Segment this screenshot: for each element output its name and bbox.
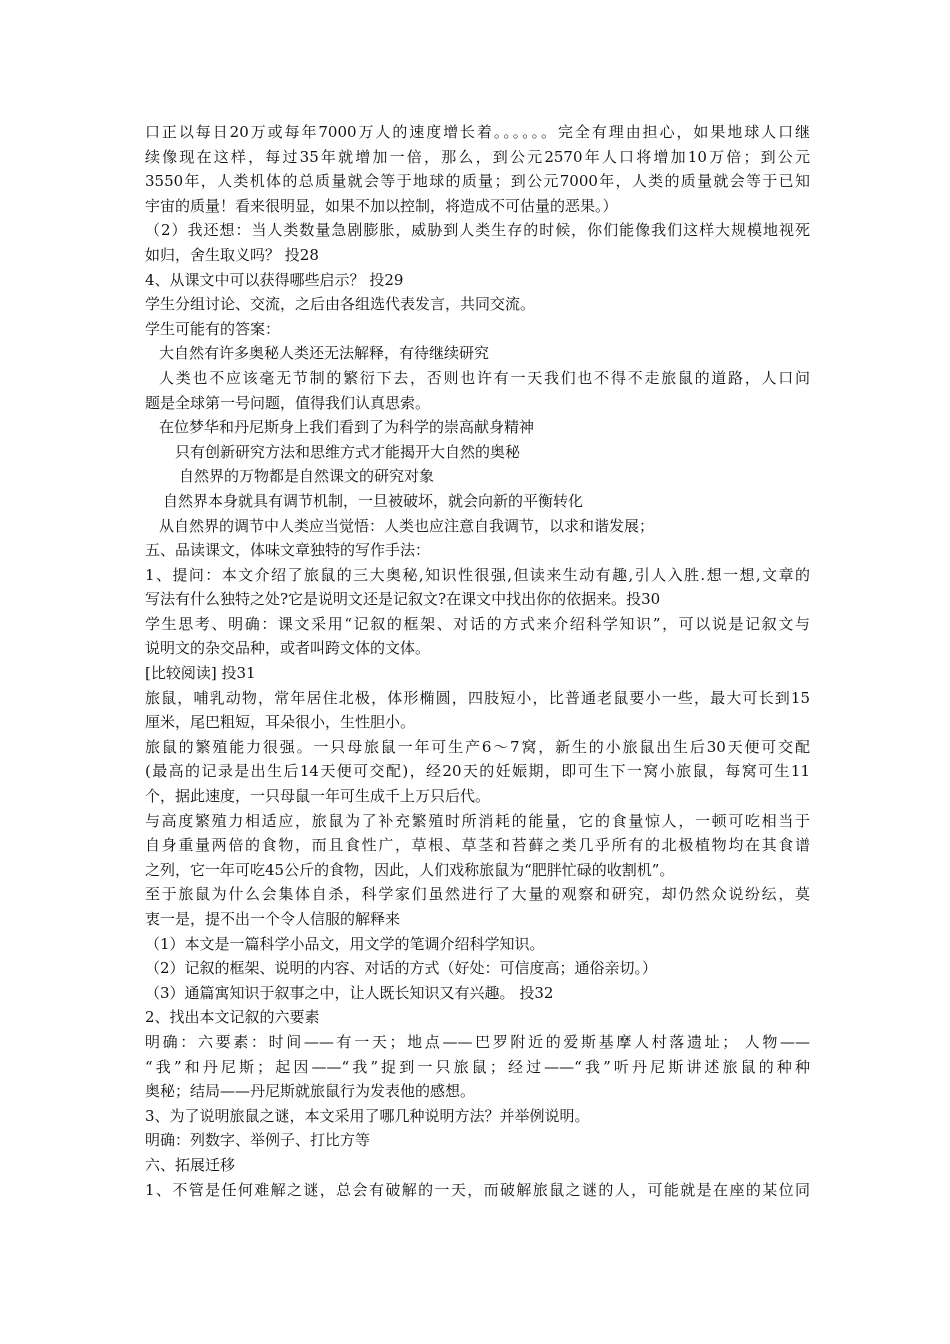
text-line: 口正以每日20万或每年7000万人的速度增长着。。。。。。完全有理由担心，如果地球人口继: [145, 123, 810, 141]
text-line: （2）我还想：当人类数量急剧膨胀，威胁到人类生存的时候，你们能像我们这样大规模地视死: [145, 221, 810, 240]
text-line: 之列，它一年可吃45公斤的食物，因此，人们戏称旅鼠为“肥胖忙碌的收割机”。: [145, 860, 675, 879]
text-line: 写法有什么独特之处?它是说明文还是记叙文?在课文中找出你的依据来。投30: [145, 590, 661, 609]
text-line: 续像现在这样，每过35年就增加一倍，那么，到公元2570年人口将增加10万倍；到公元: [145, 147, 810, 166]
text-line: 至于旅鼠为什么会集体自杀，科学家们虽然进行了大量的观察和研究，却仍然众说纷纭，莫: [145, 885, 810, 904]
text-line: 说明文的杂交品种，或者叫跨文体的文体。: [145, 639, 431, 658]
text-line: 自然界的万物都是自然课文的研究对象: [179, 467, 435, 486]
text-line: 3550年，人类机体的总质量就会等于地球的质量；到公元7000年，人类的质量就会等于已知: [145, 172, 810, 191]
text-line: “我”和丹尼斯；起因——“我”捉到一只旅鼠；经过——“我”听丹尼斯讲述旅鼠的种种: [145, 1057, 810, 1076]
text-line: [比较阅读] 投31: [145, 664, 256, 683]
text-line: （1）本文是一篇科学小品文，用文学的笔调介绍科学知识。: [145, 934, 545, 953]
text-line: 奥秘；结局——丹尼斯就旅鼠行为发表他的感想。: [145, 1082, 476, 1101]
text-line: 学生可能有的答案：: [145, 319, 281, 338]
text-line: 题是全球第一号问题，值得我们认真思索。: [145, 393, 431, 412]
text-line: 五、品读课文，体味文章独特的写作手法：: [145, 541, 431, 560]
text-line: 只有创新研究方法和思维方式才能揭开大自然的奥秘: [175, 442, 521, 461]
text-line: 自然界本身就具有调节机制，一旦被破坏，就会向新的平衡转化: [163, 491, 584, 510]
text-line: 旅鼠的繁殖能力很强。一只母旅鼠一年可生产6～7窝，新生的小旅鼠出生后30天便可交配: [145, 737, 810, 756]
text-line: 与高度繁殖力相适应，旅鼠为了补充繁殖时所消耗的能量，它的食量惊人，一顿可吃相当于: [145, 811, 810, 830]
text-line: 厘米，尾巴粗短，耳朵很小，生性胆小。: [145, 713, 416, 732]
text-line: 学生思考、明确：课文采用“记叙的框架、对话的方式来介绍科学知识”，可以说是记叙文与: [145, 614, 810, 633]
document-body: [145, 120, 810, 1202]
text-line: 自身重量两倍的食物，而且食性广，草根、草茎和苔藓之类几乎所有的北极植物均在其食谱: [145, 836, 810, 855]
text-line: 1、不管是任何难解之谜，总会有破解的一天，而破解旅鼠之谜的人，可能就是在座的某位同: [145, 1180, 810, 1199]
text-line: 六、拓展迁移: [145, 1155, 236, 1174]
text-line: (最高的记录是出生后14天便可交配)，经20天的妊娠期，即可生下一窝小旅鼠，每窝可生11: [145, 762, 810, 781]
text-line: 个，据此速度，一只母鼠一年可生成千上万只后代。: [145, 787, 491, 806]
text-line: 宇宙的质量！看来很明显，如果不加以控制，将造成不可估量的恶果。）: [145, 196, 618, 215]
text-line: 旅鼠，哺乳动物，常年居住北极，体形椭圆，四肢短小，比普通老鼠要小一些，最大可长到15: [145, 688, 810, 707]
text-line: 2、找出本文记叙的六要素: [145, 1008, 320, 1027]
text-line: 如归，舍生取义吗？ 投28: [145, 245, 319, 264]
text-line: （2）记叙的框架、说明的内容、对话的方式（好处：可信度高；通俗亲切。）: [145, 959, 658, 978]
text-line: 3、为了说明旅鼠之谜，本文采用了哪几种说明方法？并举例说明。: [145, 1106, 590, 1125]
text-line: 大自然有许多奥秘人类还无法解释，有待继续研究: [159, 344, 490, 363]
text-line: 人类也不应该毫无节制的繁衍下去，否则也许有一天我们也不得不走旅鼠的道路，人口问: [159, 368, 810, 387]
text-line: 4、从课文中可以获得哪些启示？ 投29: [145, 270, 404, 289]
text-line: 明确：列数字、举例子、打比方等: [145, 1131, 371, 1150]
text-line: 1、提问：本文介绍了旅鼠的三大奥秘,知识性很强,但读来生动有趣,引人入胜.想一想,文章的: [145, 565, 810, 584]
text-line: 衷一是，提不出一个令人信服的解释来: [145, 910, 401, 928]
text-line: 从自然界的调节中人类应当觉悟：人类也应注意自我调节，以求和谐发展；: [159, 516, 655, 535]
text-line: 学生分组讨论、交流，之后由各组选代表发言，共同交流。: [145, 295, 536, 314]
text-line: 明确：六要素：时间——有一天；地点——巴罗附近的爱斯基摩人村落遗址； 人物——: [145, 1032, 810, 1051]
text-line: 在位梦华和丹尼斯身上我们看到了为科学的崇高献身精神: [159, 418, 535, 437]
text-line: （3）通篇寓知识于叙事之中，让人既长知识又有兴趣。 投32: [145, 983, 554, 1002]
